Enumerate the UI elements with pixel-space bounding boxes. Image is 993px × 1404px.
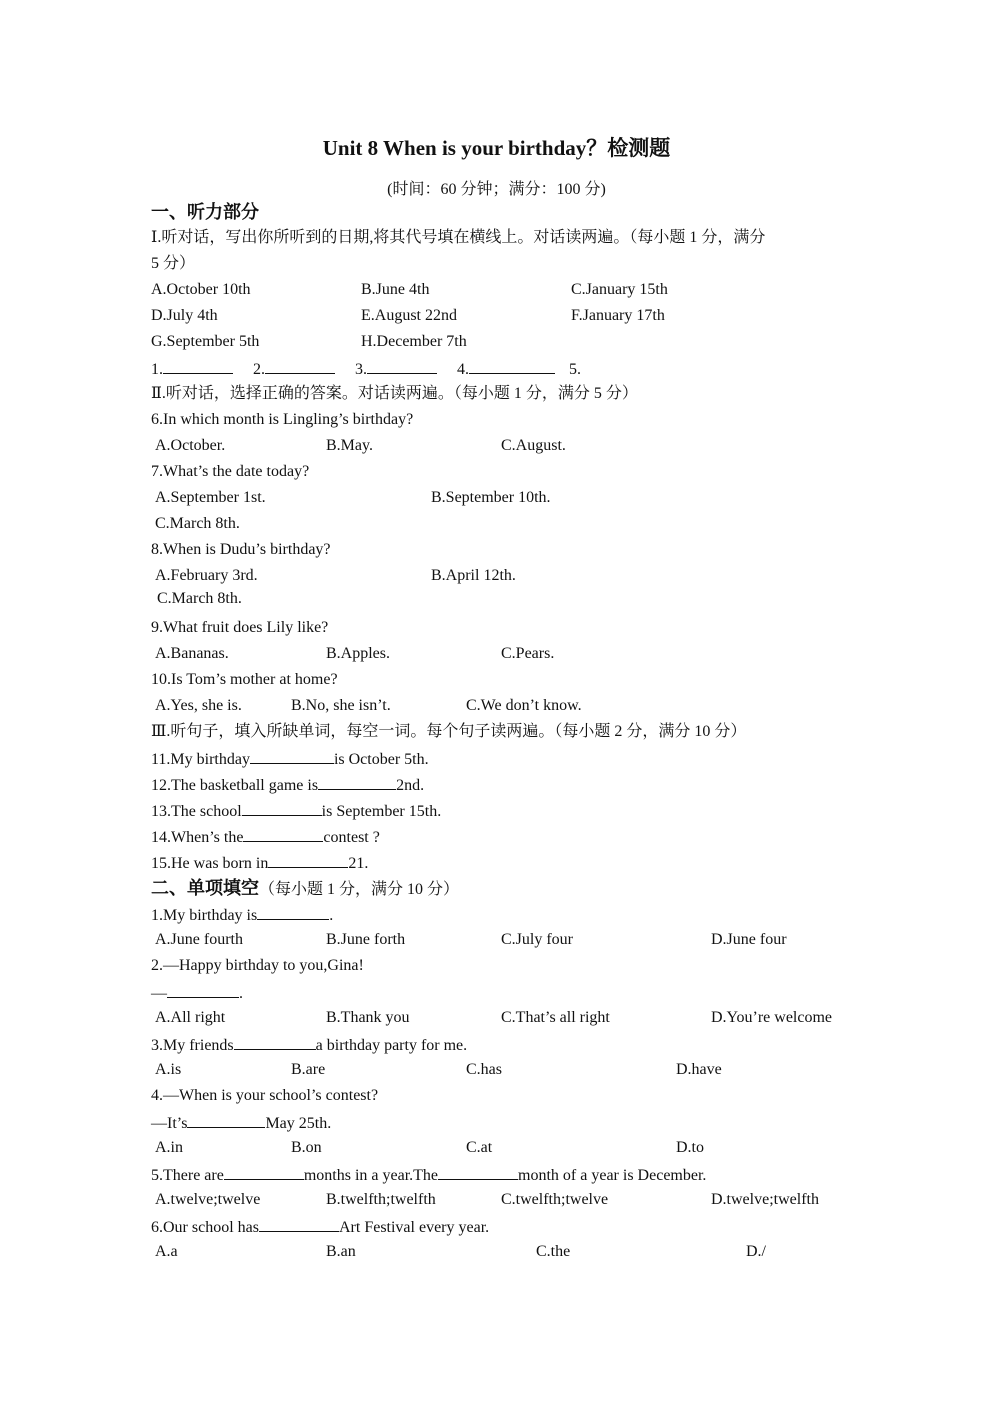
question-text: 11.My birthday [151,751,250,768]
answer-blank[interactable] [163,358,233,374]
answer-blank[interactable] [438,1164,518,1180]
question-10: 10.Is Tom’s mother at home? [151,671,338,688]
option-b[interactable]: B.April 12th. [431,567,516,584]
option-c[interactable]: C.Pears. [501,645,555,662]
question-text: —It’s [151,1115,188,1132]
date-option: G.September 5th [151,333,260,350]
option-a[interactable]: A.All right [155,1009,226,1026]
answer-blank[interactable] [265,358,335,374]
question-text: 1.My birthday is [151,907,258,924]
date-option: H.December 7th [361,333,467,350]
question-text: is October 5th. [333,751,429,768]
question-text: a birthday party for me. [315,1037,468,1054]
option-c[interactable]: C.August. [501,437,566,454]
option-d[interactable]: D.to [676,1139,704,1156]
option-c[interactable]: C.We don’t know. [466,697,582,714]
option-b[interactable]: B.twelfth;twelfth [326,1191,436,1208]
part-2-instruction: Ⅱ.听对话，选择正确的答案。对话读两遍。（每小题 1 分，满分 5 分） [151,385,638,402]
question-text: 3.My friends [151,1037,234,1054]
answer-blank[interactable] [234,1034,316,1050]
option-b[interactable]: B.May. [326,437,373,454]
answer-blank[interactable] [257,904,329,920]
option-a[interactable]: A.February 3rd. [155,567,258,584]
date-option: A.October 10th [151,281,251,298]
option-c[interactable]: C.the [536,1243,571,1260]
question-13 [151,800,441,822]
option-d[interactable]: D./ [746,1243,766,1260]
blank-label: 3. [355,361,367,378]
question-text: month of a year is December. [518,1167,707,1184]
option-d[interactable]: D.twelve;twelfth [711,1191,819,1208]
blank-label: 1. [151,361,163,378]
option-b[interactable]: B.an [326,1243,356,1260]
option-a[interactable]: A.October. [155,437,226,454]
answer-blank[interactable] [268,852,348,868]
option-c[interactable]: C.July four [501,931,573,948]
question-text: 12.The basketball game is [151,777,319,794]
question-text: 15.He was born in [151,855,269,872]
section-2-title: 二、单项填空 [151,878,259,898]
option-a[interactable]: A.Bananas. [155,645,229,662]
mc-question-2-reply [151,982,243,1004]
question-text: is September 15th. [321,803,442,820]
question-6: 6.In which month is Lingling’s birthday? [151,411,414,428]
mc-question-6 [151,1216,489,1238]
option-c[interactable]: C.That’s all right [501,1009,610,1026]
option-a[interactable]: A.in [155,1139,183,1156]
option-d[interactable]: D.June four [711,931,787,948]
part-1-instruction: Ⅰ.听对话，写出你所听到的日期,将其代号填在横线上。对话读两遍。（每小题 1 分，满分 [151,229,766,246]
option-a[interactable]: A.June fourth [155,931,243,948]
section-2-heading [151,878,459,900]
option-d[interactable]: D.You’re welcome [711,1009,833,1026]
answer-blank[interactable] [367,358,437,374]
mc-question-4-reply [151,1112,331,1134]
answer-blank[interactable] [243,826,323,842]
answer-blank[interactable] [167,982,239,998]
answer-blank[interactable] [242,800,322,816]
section-1-heading: 一、听力部分 [151,202,259,222]
mc-question-4: 4.—When is your school’s contest? [151,1087,379,1104]
mc-question-3 [151,1034,467,1056]
question-text: contest ? [323,829,380,846]
option-d[interactable]: D.have [676,1061,722,1078]
question-text: 5.There are [151,1167,224,1184]
date-option: F.January 17th [571,307,665,324]
option-c[interactable]: C.twelfth;twelve [501,1191,609,1208]
question-text: . [329,907,334,924]
question-text: months in a year.The [303,1167,439,1184]
answer-blank[interactable] [224,1164,304,1180]
question-text: May 25th. [265,1115,332,1132]
option-a[interactable]: A.Yes, she is. [155,697,242,714]
question-9: 9.What fruit does Lily like? [151,619,329,636]
question-8: 8.When is Dudu’s birthday? [151,541,331,558]
question-text: 13.The school [151,803,242,820]
date-option: D.July 4th [151,307,218,324]
option-a[interactable]: A.twelve;twelve [155,1191,261,1208]
option-c[interactable]: C.March 8th. [157,590,242,607]
option-a[interactable]: A.a [155,1243,178,1260]
question-text: 2nd. [396,777,425,794]
option-b[interactable]: B.September 10th. [431,489,551,506]
answer-blank[interactable] [187,1112,265,1128]
option-b[interactable]: B.on [291,1139,322,1156]
question-12 [151,774,424,796]
blank-label: 4. [457,361,469,378]
option-b[interactable]: B.Apples. [326,645,390,662]
option-b[interactable]: B.are [291,1061,326,1078]
option-a[interactable]: A.September 1st. [155,489,266,506]
date-option: B.June 4th [361,281,430,298]
part-1-instruction-cont: 5 分） [151,255,196,272]
option-c[interactable]: C.at [466,1139,493,1156]
answer-blank[interactable] [469,358,555,374]
blank-label: 5. [569,361,581,378]
option-b[interactable]: B.June forth [326,931,406,948]
question-text: Art Festival every year. [338,1219,490,1236]
mc-question-5 [151,1164,706,1186]
option-b[interactable]: B.Thank you [326,1009,410,1026]
answer-blank[interactable] [318,774,396,790]
question-11 [151,748,429,770]
section-2-note: （每小题 1 分，满分 10 分） [259,881,460,898]
question-text: 14.When’s the [151,829,244,846]
question-15 [151,852,368,874]
question-14 [151,826,380,848]
option-c[interactable]: C.has [466,1061,502,1078]
answer-blanks-row [151,358,581,380]
question-text: 6.Our school has [151,1219,259,1236]
mc-question-2: 2.—Happy birthday to you,Gina! [151,957,364,974]
page-subtitle: (时间：60 分钟；满分：100 分) [387,181,606,198]
part-3-instruction: Ⅲ.听句子，填入所缺单词，每空一词。每个句子读两遍。（每小题 2 分，满分 10 分） [151,723,747,740]
date-option: C.January 15th [571,281,668,298]
option-b[interactable]: B.No, she isn’t. [291,697,391,714]
question-7: 7.What’s the date today? [151,463,310,480]
question-text: 21. [348,855,369,872]
page-title: Unit 8 When is your birthday？检测题 [322,136,671,160]
blank-label: 2. [253,361,265,378]
date-option: E.August 22nd [361,307,457,324]
answer-blank[interactable] [259,1216,339,1232]
option-a[interactable]: A.is [155,1061,182,1078]
mc-question-1 [151,904,333,926]
question-text: — [151,985,167,1002]
option-c[interactable]: C.March 8th. [155,515,240,532]
answer-blank[interactable] [250,748,334,764]
question-text: . [239,985,243,1002]
